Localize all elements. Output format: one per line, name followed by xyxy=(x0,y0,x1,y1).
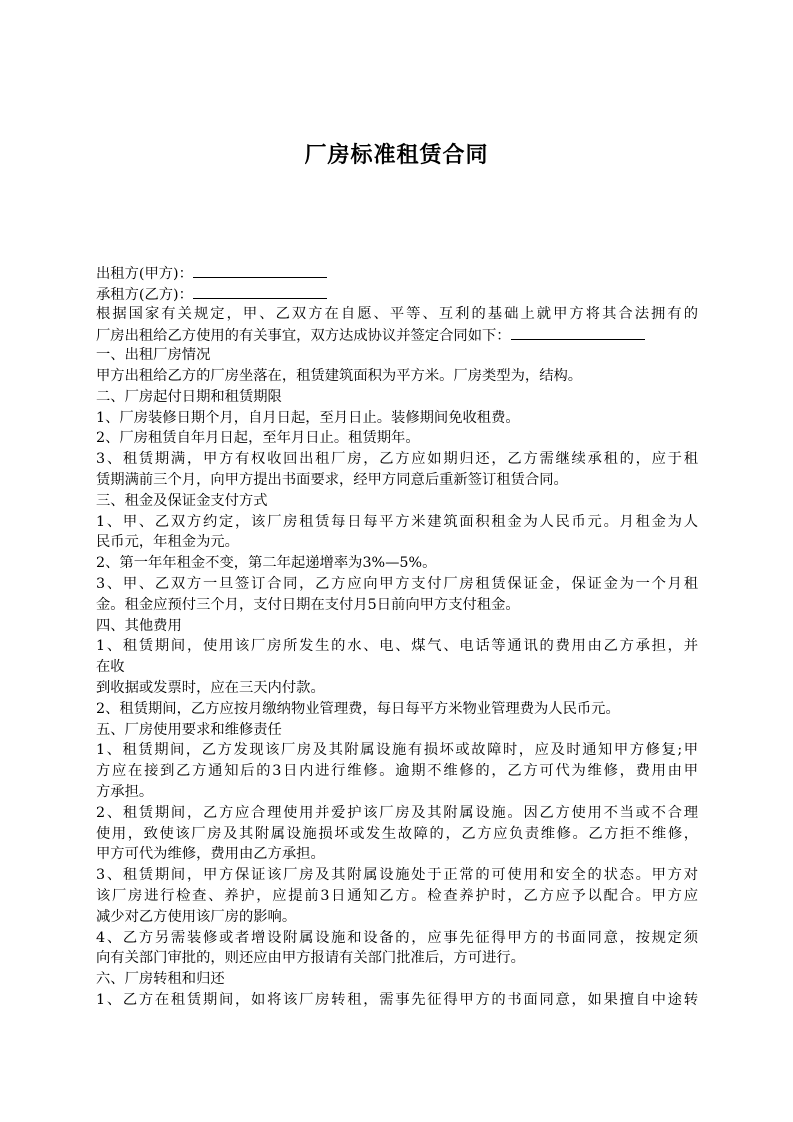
text-line xyxy=(96,512,698,533)
line-text: 2、租赁期间，乙方应合理使用并爱护该厂房及其附属设施。因乙方使用不当或不合理 xyxy=(96,804,698,821)
line-text: 甲方可代为维修，费用由乙方承担。 xyxy=(96,846,325,863)
line-text: 方承担。 xyxy=(96,783,154,800)
line-text: 六、厂房转租和归还 xyxy=(96,971,225,988)
text-line xyxy=(96,470,698,491)
text-line xyxy=(96,262,698,283)
text-line xyxy=(96,636,698,657)
text-line xyxy=(96,304,698,325)
line-text: 金。租金应预付三个月，支付日期在支付月5日前向甲方支付租金。 xyxy=(96,596,520,613)
line-text: 1、甲、乙双方约定，该厂房租赁每日每平方米建筑面积租金为人民币元。月租金为人 xyxy=(96,513,698,530)
line-text: 根据国家有关规定，甲、乙双方在自愿、平等、互利的基础上就甲方将其合法拥有的 xyxy=(96,305,698,322)
line-text: 3、租赁期间，甲方保证该厂房及其附属设施处于正常的可使用和安全的状态。甲方对 xyxy=(96,867,698,884)
text-line xyxy=(96,740,698,761)
line-text: 使用，致使该厂房及其附属设施损坏或发生故障的，乙方应负责维修。乙方拒不维修， xyxy=(96,825,698,842)
line-text: 三、租金及保证金支付方式 xyxy=(96,492,268,509)
line-text: 到收据或发票时，应在三天内付款。 xyxy=(96,679,325,696)
text-line xyxy=(96,491,698,512)
text-line xyxy=(96,595,698,616)
line-text: 厂房出租给乙方使用的有关事宜，双方达成协议并签定合同如下： xyxy=(96,328,511,345)
text-line xyxy=(96,907,698,928)
text-line xyxy=(96,678,698,699)
text-line xyxy=(96,345,698,366)
text-line xyxy=(96,761,698,782)
line-text: 1、厂房装修日期个月，自月日起，至月日止。装修期间免收租费。 xyxy=(96,409,520,426)
text-line xyxy=(96,803,698,824)
line-text: 承租方(乙方)： xyxy=(96,286,193,303)
line-text: 二、厂房起付日期和租赁期限 xyxy=(96,388,282,405)
text-line xyxy=(96,324,698,345)
fill-in-blank xyxy=(511,324,645,340)
text-line xyxy=(96,720,698,741)
line-text: 五、厂房使用要求和维修责任 xyxy=(96,721,282,738)
text-line xyxy=(96,449,698,470)
text-line xyxy=(96,283,698,304)
contract-body xyxy=(96,262,698,1011)
text-line xyxy=(96,657,698,678)
line-text: 甲方出租给乙方的厂房坐落在，租赁建筑面积为平方米。厂房类型为，结构。 xyxy=(96,367,583,384)
line-text: 1、租赁期间，使用该厂房所发生的水、电、煤气、电话等通讯的费用由乙方承担，并 xyxy=(96,638,698,655)
line-text: 1、乙方在租赁期间，如将该厂房转租，需事先征得甲方的书面同意，如果擅自中途转 xyxy=(96,991,698,1008)
fill-in-blank xyxy=(193,262,327,278)
text-line xyxy=(96,366,698,387)
text-line xyxy=(96,928,698,949)
text-line xyxy=(96,574,698,595)
text-line xyxy=(96,699,698,720)
line-text: 四、其他费用 xyxy=(96,617,182,634)
line-text: 一、出租厂房情况 xyxy=(96,347,211,364)
text-line xyxy=(96,948,698,969)
line-text: 出租方(甲方)： xyxy=(96,266,193,282)
line-text: 民币元，年租金为元。 xyxy=(96,534,239,551)
text-line xyxy=(96,387,698,408)
text-line xyxy=(96,532,698,553)
line-text: 方应在接到乙方通知后的3日内进行维修。逾期不维修的，乙方可代为维修，费用由甲 xyxy=(96,763,698,780)
line-text: 2、厂房租赁自年月日起，至年月日止。租赁期年。 xyxy=(96,430,420,447)
line-text: 2、租赁期间，乙方应按月缴纳物业管理费，每日每平方米物业管理费为人民币元。 xyxy=(96,700,620,717)
line-text: 3、租赁期满，甲方有权收回出租厂房，乙方应如期归还，乙方需继续承租的，应于租 xyxy=(96,451,698,468)
text-line xyxy=(96,844,698,865)
text-line xyxy=(96,886,698,907)
text-line xyxy=(96,616,698,637)
text-line xyxy=(96,969,698,990)
text-line xyxy=(96,990,698,1011)
text-line xyxy=(96,408,698,429)
document-title: 厂房标准租赁合同 xyxy=(304,143,489,168)
fill-in-blank xyxy=(193,283,327,299)
text-line xyxy=(96,782,698,803)
line-text: 1、租赁期间，乙方发现该厂房及其附属设施有损坏或故障时，应及时通知甲方修复;甲 xyxy=(96,742,698,759)
line-text: 赁期满前三个月，向甲方提出书面要求，经甲方同意后重新签订租赁合同。 xyxy=(96,471,568,488)
text-line xyxy=(96,865,698,886)
line-text: 减少对乙方使用该厂房的影响。 xyxy=(96,908,297,925)
line-text: 在收 xyxy=(96,659,125,676)
text-line xyxy=(96,428,698,449)
line-text: 3、甲、乙双方一旦签订合同，乙方应向甲方支付厂房租赁保证金，保证金为一个月租 xyxy=(96,575,698,592)
text-line xyxy=(96,553,698,574)
line-text: 该厂房进行检查、养护，应提前3日通知乙方。检查养护时，乙方应予以配合。甲方应 xyxy=(96,887,698,904)
text-line xyxy=(96,824,698,845)
line-text: 向有关部门审批的，则还应由甲方报请有关部门批准后，方可进行。 xyxy=(96,950,525,967)
line-text: 2、第一年年租金不变，第二年起递增率为3%—5%。 xyxy=(96,555,437,572)
line-text: 4、乙方另需装修或者增设附属设施和设备的，应事先征得甲方的书面同意，按规定须 xyxy=(96,929,698,946)
